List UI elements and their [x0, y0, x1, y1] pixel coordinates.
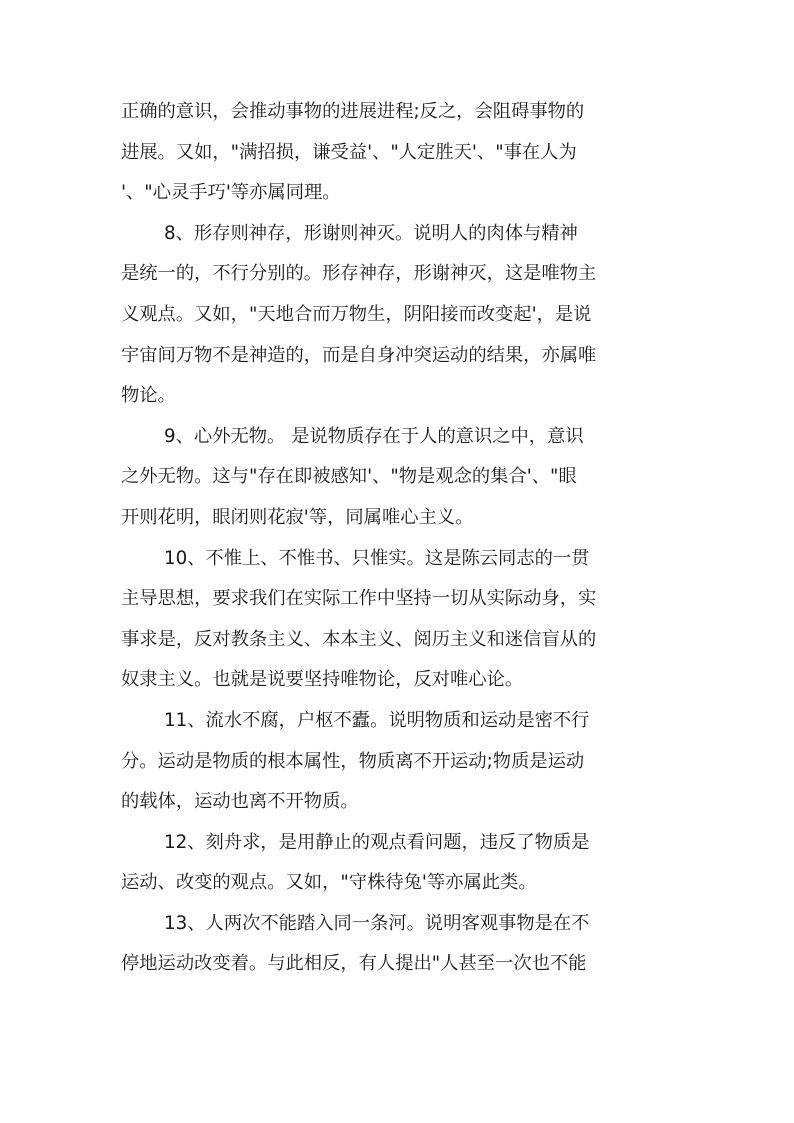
text-line: 分。运动是物质的根本属性，物质离不开运动;物质是运动 — [121, 750, 585, 772]
text-line: '、"心灵手巧'等亦属同理。 — [121, 182, 341, 204]
paragraph-item-8 — [121, 214, 673, 417]
text-line: 运动、改变的观点。又如，"守株待兔'等亦属此类。 — [121, 872, 537, 894]
text-line: 开则花明，眼闭则花寂'等，同属唯心主义。 — [121, 506, 474, 528]
text-line: 正确的意识，会推动事物的进展进程;反之，会阻碍事物的 — [121, 101, 585, 122]
text-line: 的载体，运动也离不开物质。 — [121, 791, 359, 813]
paragraph-item-12 — [121, 823, 673, 904]
text-line: 之外无物。这与"存在即被感知'、"物是观念的集合'、"眼 — [121, 466, 577, 488]
text-line: 主导思想，要求我们在实际工作中坚持一切从实际动身，实 — [121, 588, 597, 610]
paragraph-item-11 — [121, 701, 673, 823]
text-line: 宇宙间万物不是神造的，而是自身冲突运动的结果，亦属唯 — [121, 344, 597, 366]
paragraph-item-13 — [121, 904, 673, 985]
paragraph-continuation — [121, 92, 673, 214]
text-line: 停地运动改变着。与此相反，有人提出"人甚至一次也不能 — [121, 953, 587, 975]
text-line: 进展。又如，"满招损，谦受益'、"人定胜天'、"事在人为 — [121, 141, 577, 163]
text-line: 事求是，反对教条主义、本本主义、阅历主义和迷信盲从的 — [121, 628, 597, 650]
paragraph-item-9 — [121, 417, 673, 539]
text-line: 12、刻舟求，是用静止的观点看问题，违反了物质是 — [164, 831, 590, 853]
text-line: 是统一的，不行分别的。形存神存，形谢神灭，这是唯物主 — [121, 263, 597, 285]
text-line: 义观点。又如，"天地合而万物生，阴阳接而改变起'，是说 — [121, 303, 592, 325]
paragraph-item-10 — [121, 539, 673, 701]
text-line: 8、形存则神存，形谢则神灭。说明人的肉体与精神 — [164, 222, 578, 244]
text-line: 奴隶主义。也就是说要坚持唯物论，反对唯心论。 — [121, 669, 524, 691]
text-line: 10、不惟上、不惟书、只惟实。这是陈云同志的一贯 — [164, 547, 590, 569]
text-line: 13、人两次不能踏入同一条河。说明客观事物是在不 — [164, 912, 590, 934]
text-line: 11、流水不腐，户枢不蠹。说明物质和运动是密不行 — [164, 709, 590, 731]
document-page — [121, 92, 673, 985]
text-line: 9、心外无物。 是说物质存在于人的意识之中，意识 — [164, 425, 584, 447]
text-line: 物论。 — [121, 385, 176, 407]
